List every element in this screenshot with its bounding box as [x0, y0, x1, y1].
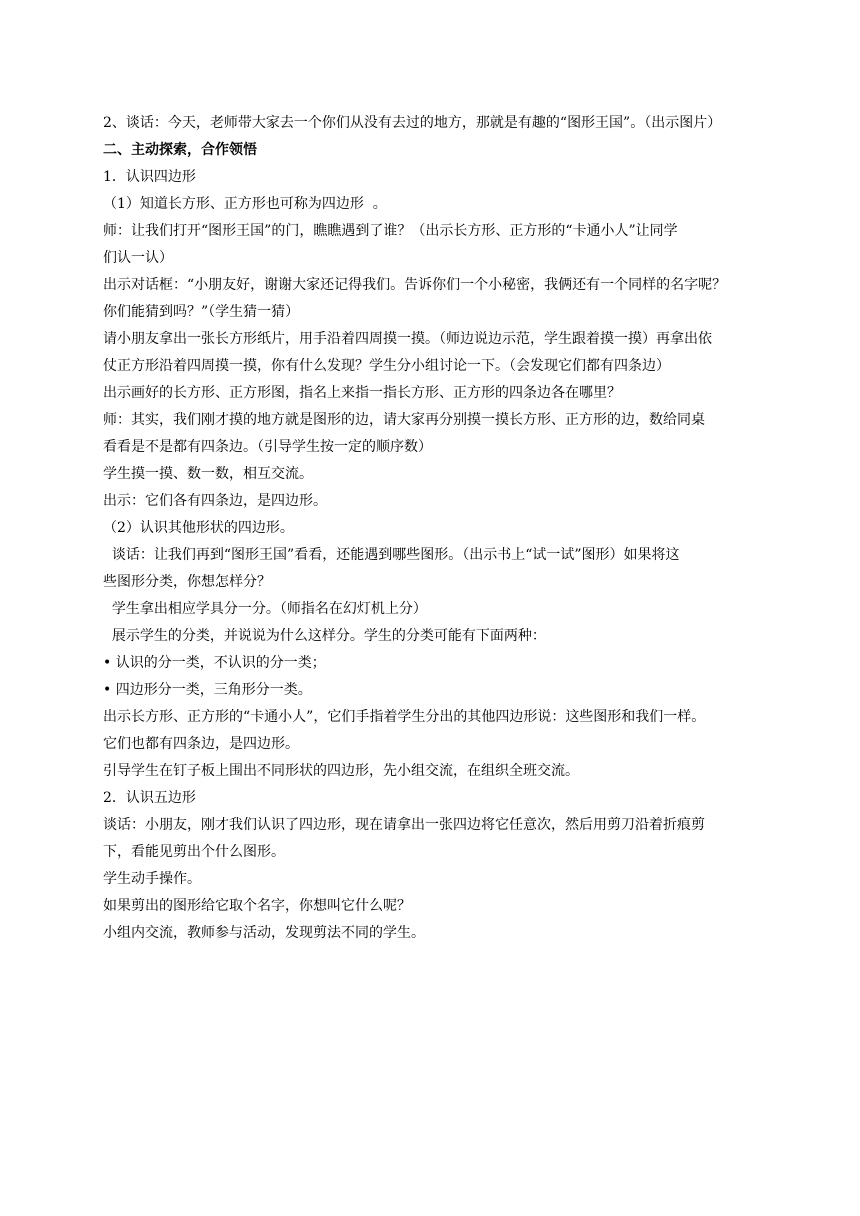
paragraph-line: 展示学生的分类，并说说为什么这样分。学生的分类可能有下面两种： [103, 628, 546, 644]
paragraph-line: 仗正方形沿着四周摸一摸，你有什么发现？学生分小组讨论一下。（会发现它们都有四条边） [103, 358, 670, 374]
paragraph-line: 下，看能见剪出个什么图形。 [103, 844, 285, 860]
subsection-heading: 1．认识四边形 [103, 169, 196, 185]
bullet-item: • 认识的分一类，不认识的分一类； [103, 655, 326, 671]
paragraph-line: 们认一认） [103, 250, 173, 266]
subsection-heading: 2．认识五边形 [103, 790, 196, 806]
paragraph-line: 出示对话框：“小朋友好，谢谢大家还记得我们。告诉你们一个小秘密，我俩还有一个同样的名字呢？ [103, 277, 727, 293]
paragraph-line: 请小朋友拿出一张长方形纸片，用手沿着四周摸一摸。（师边说边示范，学生跟着摸一摸）再拿出依 [103, 331, 712, 347]
paragraph-line: 学生拿出相应学具分一分。（师指名在幻灯机上分） [103, 601, 427, 617]
paragraph-line: 出示长方形、正方形的“卡通小人”，它们手指着学生分出的其他四边形说：这些图形和我们一样。 [103, 709, 706, 725]
paragraph-line: 小组内交流，教师参与活动，发现剪法不同的学生。 [103, 925, 425, 941]
paragraph-line: 师：其实，我们刚才摸的地方就是图形的边，请大家再分别摸一摸长方形、正方形的边，数给同桌 [103, 412, 705, 428]
paragraph-line: 你们能猜到吗？”（学生猜一猜） [103, 304, 300, 320]
paragraph-line: 师：让我们打开“图形王国”的门，瞧瞧遇到了谁？（出示长方形、正方形的“卡通小人”让同学 [103, 223, 678, 239]
paragraph-line: （1）知道长方形、正方形也可称为四边形 。 [103, 196, 387, 212]
paragraph-line: 学生动手操作。 [103, 871, 201, 887]
document-page [103, 110, 763, 947]
paragraph-line: 些图形分类，你想怎样分？ [103, 574, 271, 590]
paragraph-line: 它们也都有四条边，是四边形。 [103, 736, 299, 752]
paragraph-line: 看看是不是都有四条边。（引导学生按一定的顺序数） [103, 439, 432, 455]
paragraph-line: （2）认识其他形状的四边形。 [103, 520, 294, 536]
paragraph-line: 2、谈话：今天，老师带大家去一个你们从没有去过的地方，那就是有趣的“图形王国”。（出示图片） [103, 115, 722, 131]
paragraph-line: 出示画好的长方形、正方形图，指名上来指一指长方形、正方形的四条边各在哪里？ [103, 385, 621, 401]
paragraph-line: 谈话：让我们再到“图形王国”看看，还能遇到哪些图形。（出示书上“试一试”图形）如果将这 [103, 547, 680, 563]
paragraph-line: 引导学生在钉子板上围出不同形状的四边形，先小组交流，在组织全班交流。 [103, 763, 579, 779]
section-heading: 二、主动探索，合作领悟 [103, 142, 257, 158]
paragraph-line: 谈话：小朋友，刚才我们认识了四边形，现在请拿出一张四边将它任意次，然后用剪刀沿着折痕剪 [103, 817, 705, 833]
bullet-item: • 四边形分一类，三角形分一类。 [103, 682, 312, 698]
paragraph-line: 学生摸一摸、数一数，相互交流。 [103, 466, 313, 482]
paragraph-line: 出示：它们各有四条边，是四边形。 [103, 493, 327, 509]
paragraph-line: 如果剪出的图形给它取个名字，你想叫它什么呢？ [103, 898, 411, 914]
